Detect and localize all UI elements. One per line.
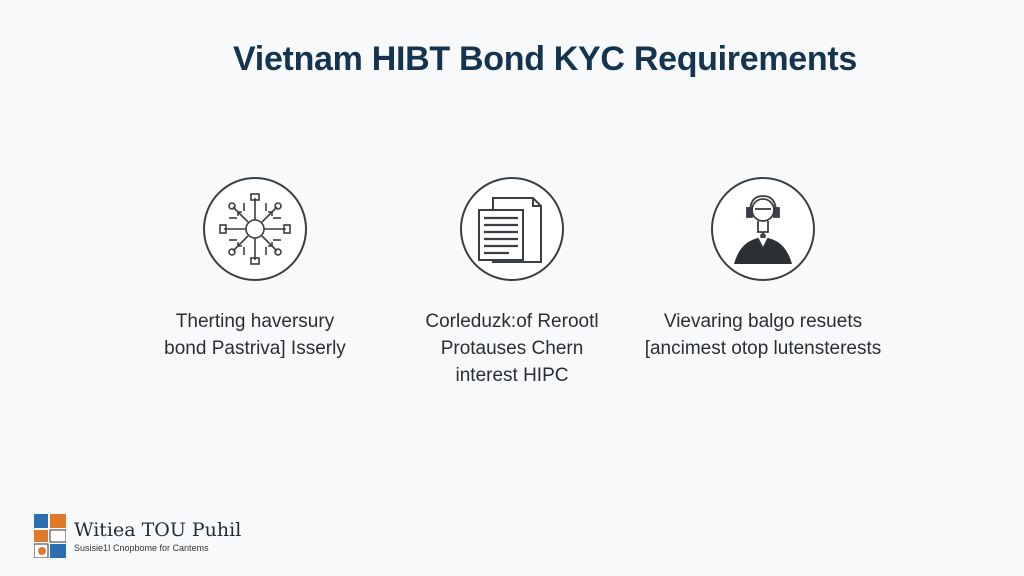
- footer-brand-name: Witiea TOU Puhil: [74, 519, 242, 541]
- card-description: [613, 308, 913, 362]
- circuit-network-icon: [202, 176, 308, 282]
- card-line: Therting haversury: [175, 311, 335, 332]
- card-line: Corleduzk:of Rerootl: [425, 311, 599, 332]
- feature-card-3: [613, 176, 913, 362]
- card-line: Vievaring balgo resuets: [663, 311, 863, 332]
- document-icon: [459, 176, 565, 282]
- feature-card-1: [105, 176, 405, 362]
- footer-tagline: Susisie1I Cnopbome for Cantems: [74, 543, 209, 553]
- person-headset-icon: [710, 176, 816, 282]
- card-description: [105, 308, 405, 362]
- card-line: [ancimest otop lutensterests: [644, 338, 882, 359]
- card-line: Protauses Chern: [440, 338, 584, 359]
- brand-logo-icon: [34, 514, 66, 558]
- page-title: Vietnam HIBT Bond KYC Requirements: [233, 40, 857, 78]
- card-line: bond Pastriva] Isserly: [164, 338, 346, 359]
- footer-brand: [34, 514, 241, 558]
- card-line: interest HIPC: [455, 365, 569, 386]
